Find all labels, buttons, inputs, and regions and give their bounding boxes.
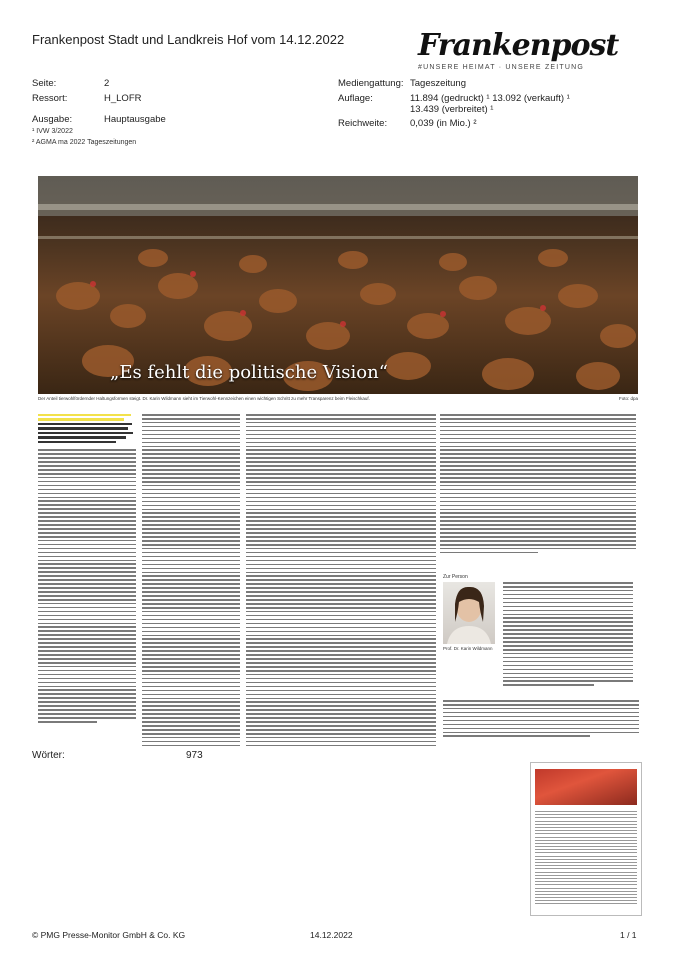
logo-wordmark: Frankenpost (418, 28, 619, 63)
meta-value-ressort: H_LOFR (104, 93, 142, 104)
meta-value-mediengattung: Tageszeitung (410, 78, 466, 89)
page-thumbnail[interactable] (530, 762, 642, 916)
footer-page-number: 1 / 1 (620, 930, 637, 940)
article-column-2 (142, 414, 240, 746)
footnote-agma: ² AGMA ma 2022 Tageszeitungen (32, 139, 137, 146)
word-count-value: 973 (186, 750, 203, 761)
person-bio-text (503, 582, 633, 688)
meta-value-reichweite: 0,039 (in Mio.) ² (410, 118, 477, 129)
document-title: Frankenpost Stadt und Landkreis Hof vom 14.12.2022 (32, 32, 345, 47)
info-text-bottom (443, 700, 639, 739)
meta-label-ausgabe: Ausgabe: (32, 114, 73, 125)
thumbnail-photo (535, 769, 637, 805)
word-count-label: Wörter: (32, 750, 65, 761)
meta-label-reichweite: Reichweite: (338, 118, 388, 129)
meta-value-auflage-verbreitet: 13.439 (verbreitet) ¹ (410, 104, 494, 115)
thumbnail-text (535, 811, 637, 907)
photo-credit: Foto: dpa (618, 396, 638, 401)
body-text (246, 414, 344, 746)
article-column-3 (246, 414, 344, 746)
portrait-photo (443, 582, 495, 644)
article-column-1 (38, 414, 136, 746)
article-column-4 (338, 414, 436, 746)
meta-value-ausgabe: Hauptausgabe (104, 114, 166, 125)
body-text (440, 414, 636, 553)
meta-label-auflage: Auflage: (338, 93, 373, 104)
zur-person-box (443, 574, 633, 698)
body-text (142, 414, 240, 746)
meta-value-auflage: 11.894 (gedruckt) ¹ 13.092 (verkauft) ¹ (410, 93, 570, 104)
meta-label-seite: Seite: (32, 78, 57, 89)
meta-label-mediengattung: Mediengattung: (338, 78, 404, 89)
newspaper-logo (418, 30, 640, 71)
meta-right (338, 78, 638, 138)
meta-value-seite: 2 (104, 78, 110, 89)
body-text (338, 414, 436, 746)
body-text (38, 449, 136, 722)
article-column-5 (440, 414, 636, 564)
footer-date: 14.12.2022 (310, 930, 353, 940)
footer-copyright: © PMG Presse-Monitor GmbH & Co. KG (32, 930, 186, 940)
article-headline: „Es fehlt die politische Vision“ (110, 362, 388, 383)
zur-person-heading: Zur Person (443, 574, 468, 580)
portrait-caption: Prof. Dr. Karin Wildmann (443, 646, 493, 651)
meta-label-ressort: Ressort: (32, 93, 68, 104)
photo-caption: Der Anteil tierwohlfördernder Haltungsformen steigt. Dr. Karin Wildmann sieht im Tierwohl-Kennzeichen einen wichtigen Schritt zu mehr Transparenz beim Fleischkauf. (38, 396, 370, 401)
footnote-ivw: ¹ IVW 3/2022 (32, 128, 73, 135)
logo-tagline: #UNSERE HEIMAT · UNSERE ZEITUNG (418, 64, 585, 71)
lead-paragraph (38, 414, 136, 443)
